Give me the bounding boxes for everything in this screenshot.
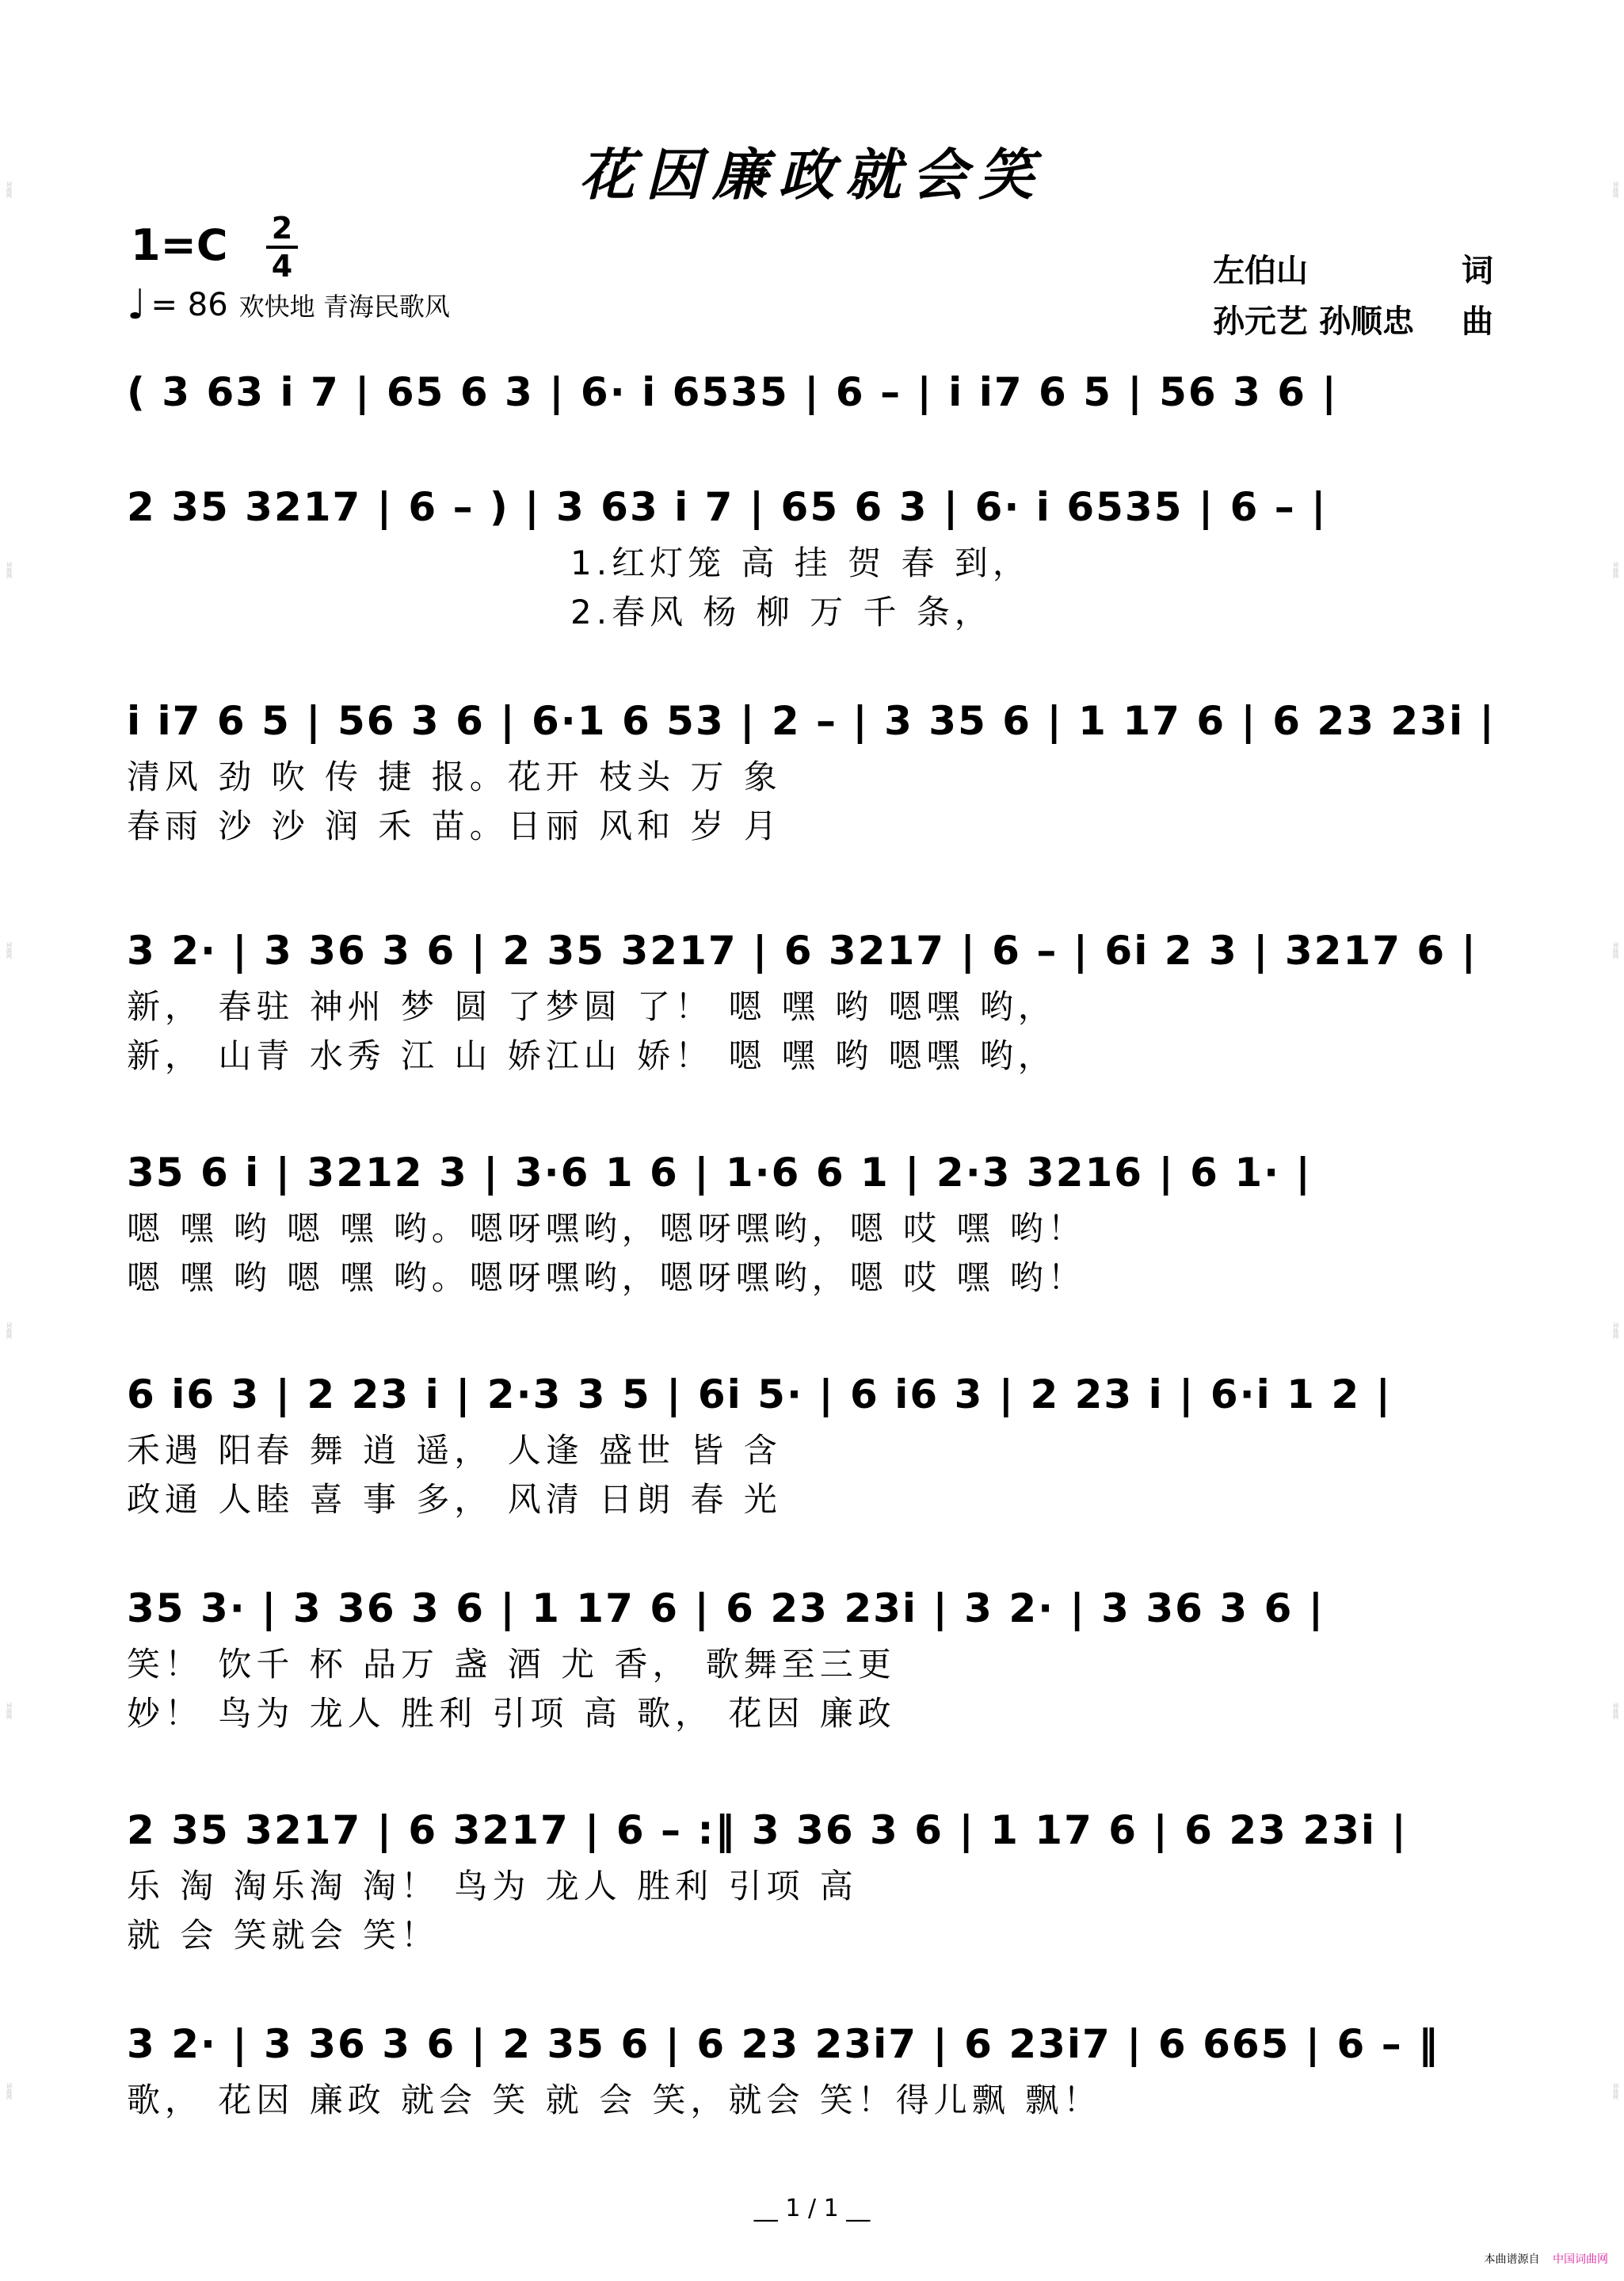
- score-system: [127, 1577, 1501, 1738]
- lyric-line: 禾遇 阳春 舞 逍 遥， 人逢 盛世 皆 含: [127, 1431, 782, 1470]
- watermark-text: 词曲网: [1612, 181, 1619, 199]
- lyric-line: 清风 劲 吹 传 捷 报。花开 枝头 万 象: [127, 757, 782, 796]
- lyricist-credit: [1213, 246, 1493, 296]
- credit-names: 孙元艺 孙顺忠: [1213, 303, 1414, 340]
- footer-source: [1485, 2251, 1608, 2267]
- watermark-text: 词曲网: [1612, 2082, 1619, 2100]
- lyric-line: 1.红灯笼 高 挂 贺 春 到，: [570, 544, 1031, 582]
- watermark-text: 词曲网: [1612, 562, 1619, 579]
- notation-line: 6 i6 3 | 2 23 i | 2·3 3 5 | 6i 5· | 6 i6 3 | 2 23 i | 6·i 1 2 |: [127, 1371, 1392, 1417]
- lyric-line: 春雨 沙 沙 润 禾 苗。日丽 风和 岁 月: [127, 807, 782, 845]
- lyric-line: 笑！ 饮千 杯 品万 盏 酒 尤 香， 歌舞至三更: [127, 1645, 896, 1684]
- watermark-text: 词曲网: [6, 1322, 13, 1339]
- watermark-text: 词曲网: [6, 181, 13, 199]
- score-system: [127, 919, 1501, 1081]
- watermark-text: 词曲网: [6, 1702, 13, 1719]
- footer-brand: 中国词曲网: [1553, 2253, 1608, 2266]
- lyric-line: 2.春风 杨 柳 万 千 条，: [570, 593, 993, 631]
- watermark-text: 词曲网: [6, 562, 13, 579]
- lyric-line: 嗯 嘿 哟 嗯 嘿 哟。嗯呀嘿哟，嗯呀嘿哟，嗯 哎 嘿 哟！: [127, 1209, 1086, 1248]
- credit-role: 词: [1462, 253, 1493, 289]
- lyric-line: 乐 淘 淘乐淘 淘！ 鸟为 龙人 胜利 引项 高: [127, 1867, 858, 1905]
- notation-line: 3 2· | 3 36 3 6 | 2 35 6 | 6 23 23i7 | 6 23i7 | 6 665 | 6 – ‖: [127, 2021, 1440, 2067]
- watermark-text: 词曲网: [1612, 1702, 1619, 1719]
- score-system: [127, 1141, 1501, 1303]
- key-signature: 1=C: [131, 220, 228, 270]
- notation-line: ( 3 63 i 7 | 65 6 3 | 6· i 6535 | 6 – | i i7 6 5 | 56 3 6 |: [127, 369, 1338, 415]
- score-system: [127, 1798, 1501, 1960]
- right-watermark-strip: [1610, 0, 1621, 2281]
- left-watermark-strip: [3, 0, 14, 2281]
- watermark-text: 词曲网: [1612, 1322, 1619, 1339]
- tempo-style: 欢快地 青海民歌风: [238, 292, 450, 322]
- composer-credit: [1213, 296, 1493, 347]
- notation-line: 2 35 3217 | 6 3217 | 6 – :‖ 3 36 3 6 | 1 17 6 | 6 23 23i |: [127, 1807, 1408, 1853]
- lyric-line: 就 会 笑就会 笑！: [127, 1916, 440, 1955]
- lyric-line: 妙！ 鸟为 龙人 胜利 引项 高 歌， 花因 廉政: [127, 1694, 896, 1733]
- score-system: [127, 475, 1501, 637]
- score-system: [127, 2012, 1501, 2125]
- score-system: [127, 689, 1501, 851]
- watermark-text: 词曲网: [1612, 942, 1619, 959]
- lyric-line: 新， 春驻 神州 梦 圆 了梦圆 了！ 嗯 嘿 哟 嗯嘿 哟，: [127, 987, 1056, 1026]
- score-system: [127, 1363, 1501, 1524]
- watermark-text: 词曲网: [6, 2082, 13, 2100]
- quarter-note-icon: ♩: [127, 281, 147, 329]
- notation-line: i i7 6 5 | 56 3 6 | 6·1 6 53 | 2 – | 3 35 6 | 1 17 6 | 6 23 23i |: [127, 698, 1496, 744]
- time-signature: [266, 212, 298, 282]
- notation-line: 3 2· | 3 36 3 6 | 2 35 3217 | 6 3217 | 6 – | 6i 2 3 | 3217 6 |: [127, 928, 1477, 974]
- time-signature-top: 2: [271, 211, 293, 246]
- tempo-marking: [127, 281, 450, 329]
- credits: [1213, 246, 1493, 347]
- lyric-line: 政通 人睦 喜 事 多， 风清 日朗 春 光: [127, 1480, 782, 1519]
- page-number: __ 1 / 1 __: [753, 2195, 871, 2222]
- credit-role: 曲: [1462, 303, 1493, 340]
- score-system: [127, 360, 1501, 424]
- lyric-line: 歌， 花因 廉政 就会 笑 就 会 笑，就会 笑！得儿飘 飘！: [127, 2081, 1102, 2119]
- notation-line: 35 6 i | 3212 3 | 3·6 1 6 | 1·6 6 1 | 2·3 3216 | 6 1· |: [127, 1150, 1312, 1196]
- time-signature-bottom: 4: [271, 249, 293, 284]
- watermark-text: 词曲网: [6, 942, 13, 959]
- footer-source-label: 本曲谱源自: [1484, 2253, 1540, 2266]
- song-title: 花因廉政就会笑: [579, 142, 1045, 208]
- tempo-bpm: = 86: [151, 287, 228, 323]
- lyric-line: 新， 山青 水秀 江 山 娇江山 娇！ 嗯 嘿 哟 嗯嘿 哟，: [127, 1036, 1056, 1075]
- credit-names: 左伯山: [1213, 253, 1309, 289]
- notation-line: 2 35 3217 | 6 – ) | 3 63 i 7 | 65 6 3 | 6· i 6535 | 6 – |: [127, 484, 1328, 530]
- notation-line: 35 3· | 3 36 3 6 | 1 17 6 | 6 23 23i | 3 2· | 3 36 3 6 |: [127, 1585, 1325, 1631]
- lyric-line: 嗯 嘿 哟 嗯 嘿 哟。嗯呀嘿哟，嗯呀嘿哟，嗯 哎 嘿 哟！: [127, 1258, 1086, 1297]
